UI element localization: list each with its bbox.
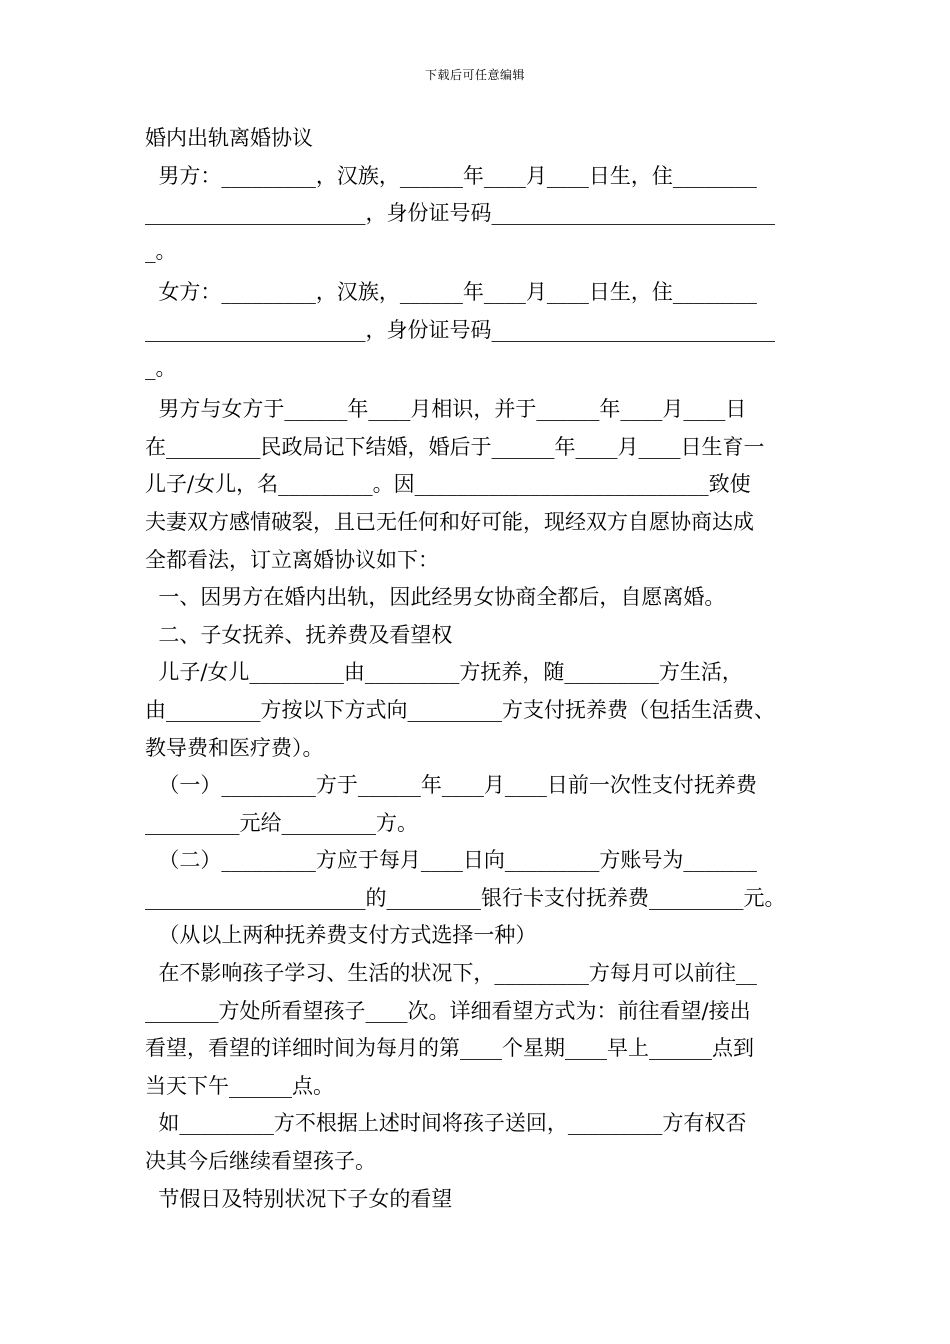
text-line: 女方：_________，汉族，______年____月____日生，住________: [145, 280, 757, 305]
text-line: 看望，看望的详细时间为每月的第____个星期____早上______点到: [145, 1036, 754, 1061]
text-line: 全都看法，订立离婚协议如下：: [145, 547, 439, 572]
text-line: 教导费和医疗费）。: [145, 735, 324, 760]
text-line: 夫妻双方感情破裂，且已无任何和好可能，现经双方自愿协商达成: [145, 509, 754, 534]
text-line: （二）_________方应于每月____日向_________方账号为_______: [145, 848, 757, 873]
text-line: _____________________的_________银行卡支付抚养费_________元。: [145, 885, 786, 910]
text-line: （从以上两种抚养费支付方式选择一种）: [145, 923, 537, 948]
text-line: _____________________，身份证号码___________________________: [145, 201, 775, 226]
text-line: 一、因男方在婚内出轨，因此经男女协商全都后，自愿离婚。: [145, 585, 726, 610]
text-line: _____________________，身份证号码___________________________: [145, 317, 775, 342]
document-body: [145, 120, 810, 1218]
text-line: 儿子/女儿_________由_________方抚养，随_________方生活，: [145, 660, 743, 685]
text-line: 节假日及特别状况下子女的看望: [145, 1186, 453, 1211]
text-line: 在_________民政局记下结婚，婚后于______年____月____日生育一: [145, 434, 765, 459]
document-title: 婚内出轨离婚协议: [145, 126, 313, 150]
text-line: （一）_________方于______年____月____日前一次性支付抚养费: [145, 773, 757, 798]
text-line: 男方与女方于______年____月相识，并于______年____月____日: [145, 397, 747, 422]
text-line: _。: [145, 238, 177, 263]
text-line: _______方处所看望孩子____次。详细看望方式为：前往看望/接出: [145, 998, 751, 1023]
text-line: _。: [145, 355, 177, 380]
text-line: 如_________方不根据上述时间将孩子送回，_________方有权否: [145, 1111, 747, 1136]
text-line: 由_________方按以下方式向_________方支付抚养费（包括生活费、: [145, 697, 775, 722]
text-line: 男方：_________，汉族，______年____月____日生，住________: [145, 163, 757, 188]
text-line: 在不影响孩子学习、生活的状况下，_________方每月可以前往__: [145, 961, 757, 986]
text-line: 决其今后继续看望孩子。: [145, 1149, 376, 1174]
text-line: _________元给_________方。: [145, 810, 418, 835]
text-line: 当天下午______点。: [145, 1073, 334, 1098]
page-header: 下载后可任意编辑: [424, 68, 525, 82]
text-line: 二、子女抚养、抚养费及看望权: [145, 622, 453, 647]
text-line: 儿子/女儿，名_________。因____________________________致使: [145, 472, 751, 497]
